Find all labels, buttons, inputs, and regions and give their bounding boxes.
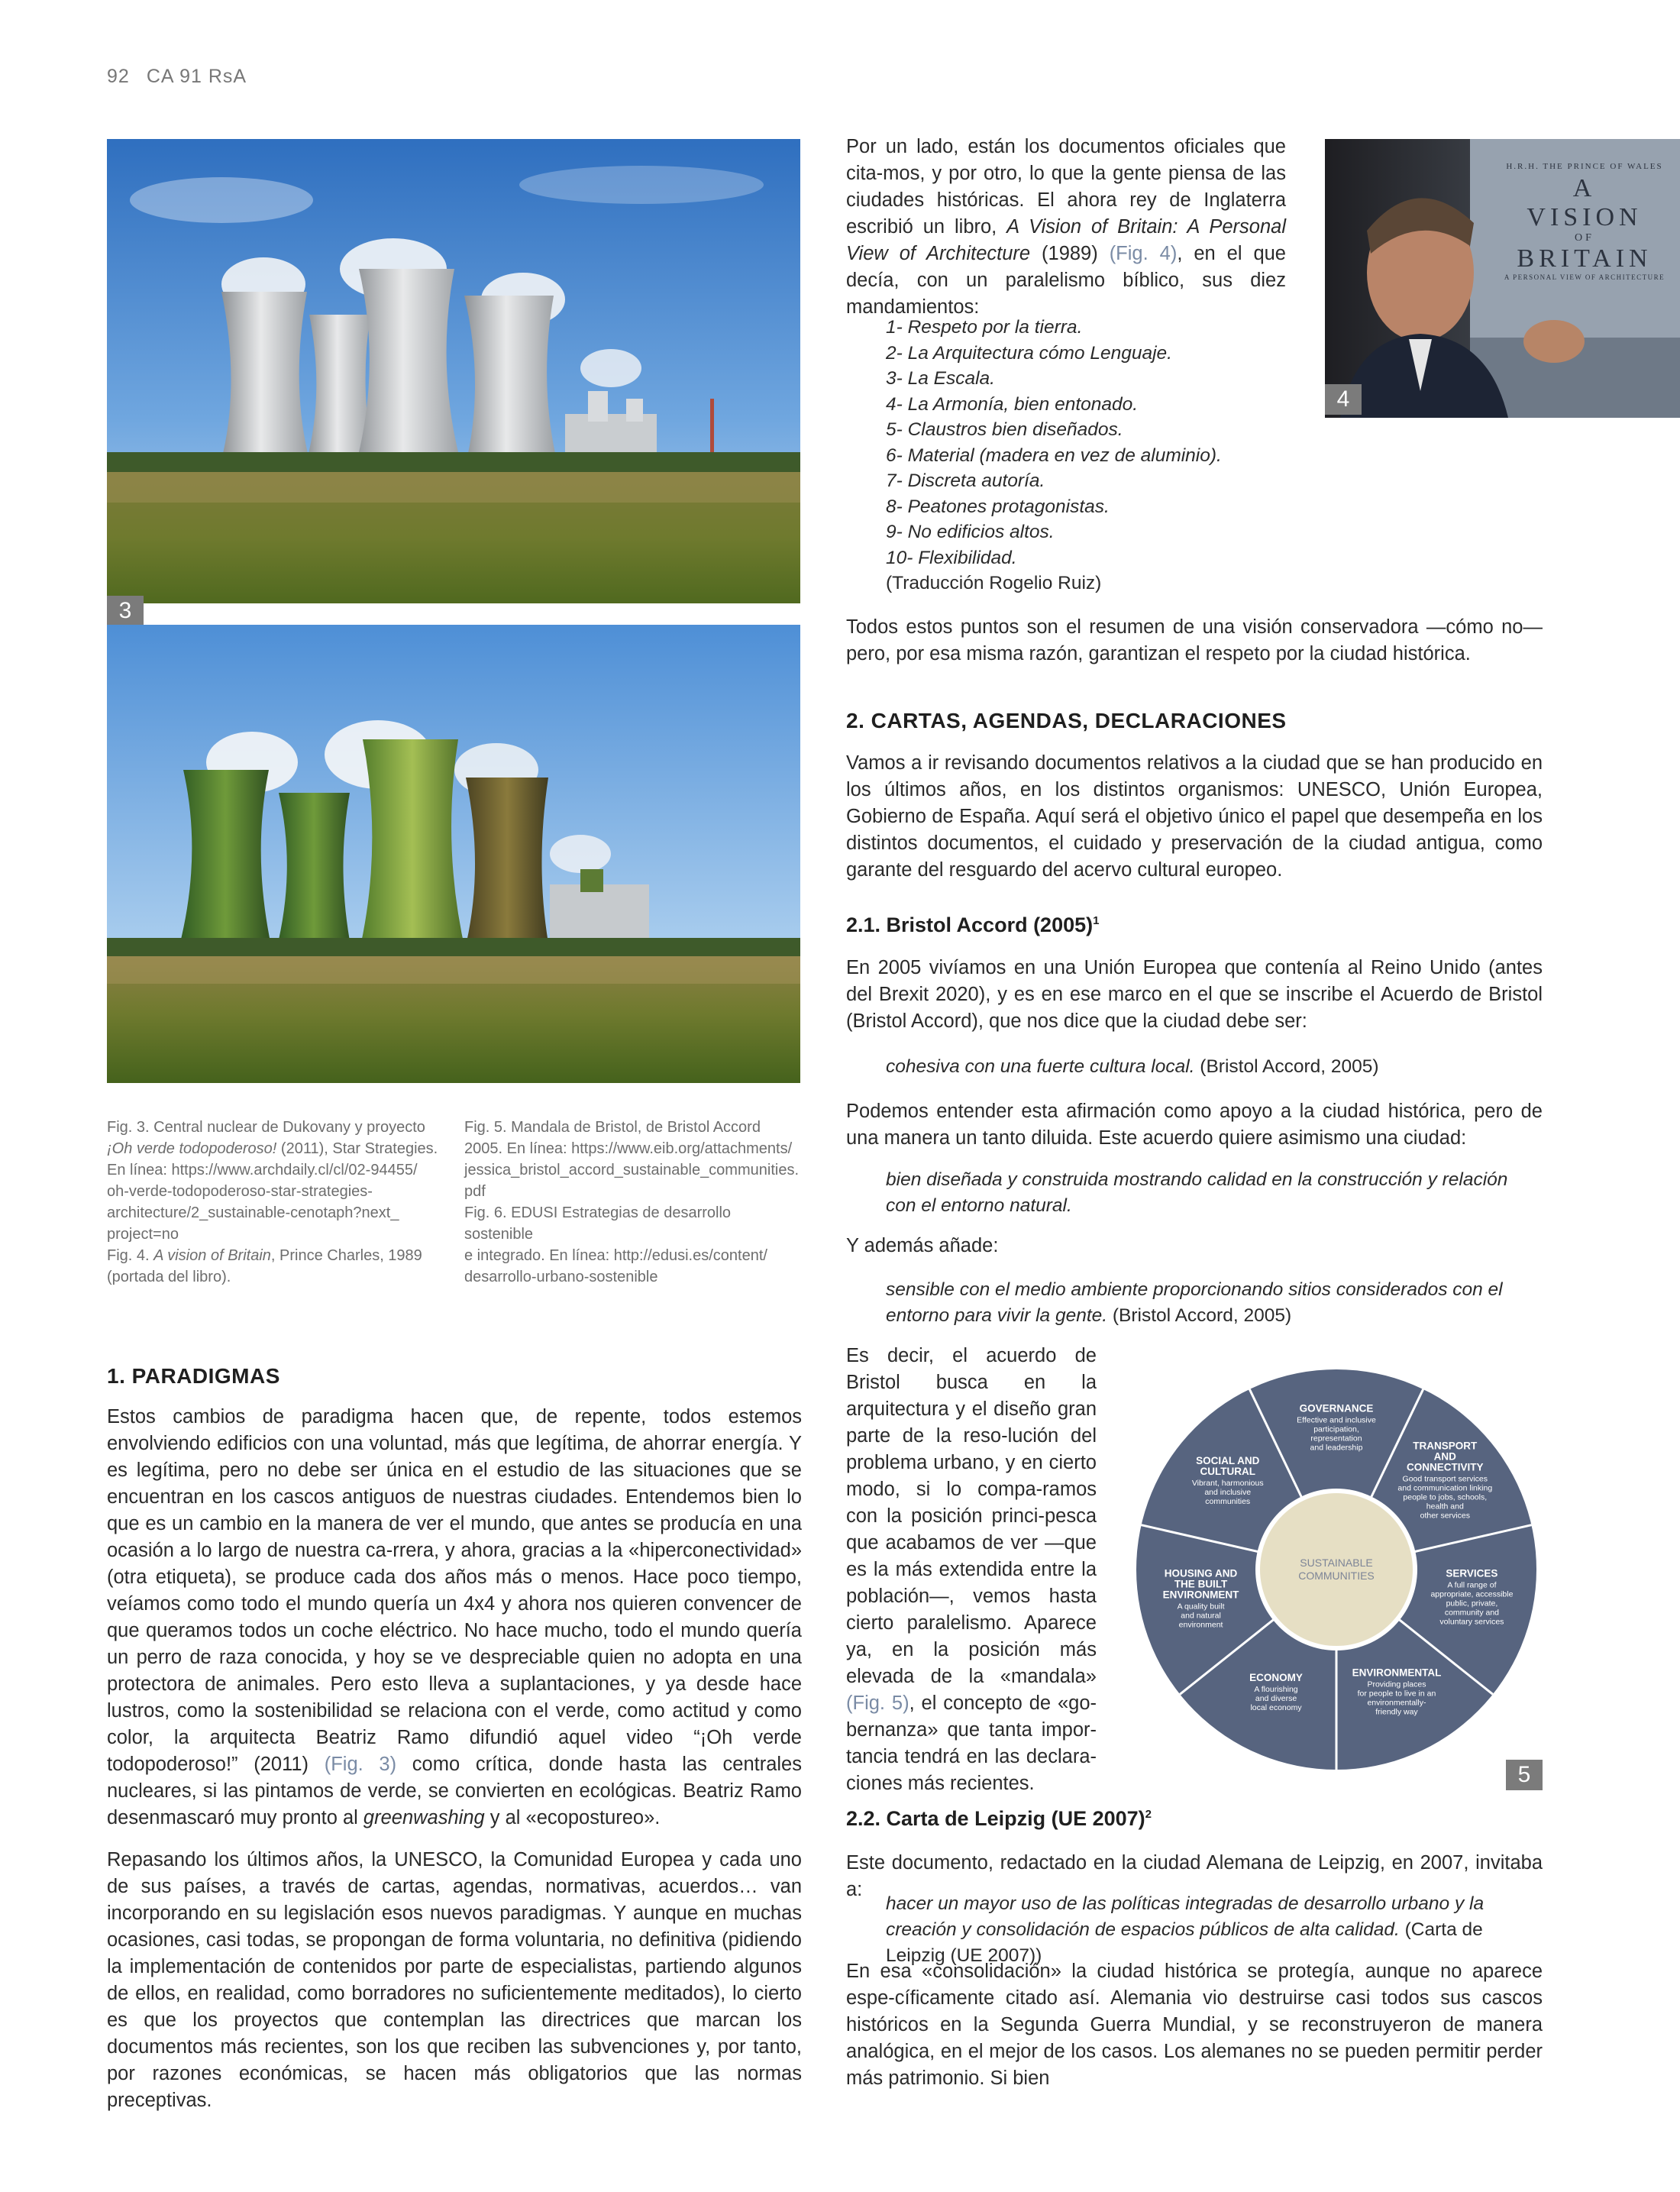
mandala-segment-desc: appropriate, accessible [1430,1589,1514,1599]
section1-body [107,1404,802,2129]
mandala-segment-desc: Vibrant, harmonious [1191,1479,1264,1489]
journal-name: CA 91 RsA [146,66,247,87]
mandala-segment-desc: representation [1310,1434,1362,1444]
quote-1-source: (Bristol Accord, 2005) [1194,1056,1379,1077]
running-head [107,66,263,88]
mandala-segment-title: HOUSING AND [1164,1567,1238,1579]
subsection-2-2-title: 2.2. Carta de Leipzig (UE 2007) [846,1807,1145,1830]
subsection-2-1-p3 [846,1233,1543,1275]
section1-paragraph-2: Repasando los últimos años, la UNESCO, la Comunidad Europea y cada uno de sus países, a través de cartas, agendas, normativas, acuerdos… van incorporando en su legislación esos nuevos paradigmas. Y aunque en muchas ocasiones, casi todas, se propongan de forma voluntaria, no definitiva (pidiendo la implementación de contenidos por parte de especialistas, partiendo algunos de ellos, en realidad, como borradores no suficientemente meditados), lo cierto es que los proyectos que contemplan las directrices que marcan los documentos más recientes, son los que reciben las subvenciones y, por tanto, por razones económicas, se hacen más obligatorios que las normas preceptivas. [107,1849,802,2111]
mandala-segment-title: SERVICES [1446,1567,1498,1579]
mandala-segment-desc: environment [1178,1620,1223,1630]
translation-credit: (Traducción Rogelio Ruiz) [886,573,1102,593]
mandala-segment-desc: Effective and inclusive [1297,1415,1376,1425]
intro-part-a: Por un lado, están los documentos oficiales que cita-mos, y por otro, lo que la gente piensa de las ciudades históricas. El ahora rey de Inglaterra escribió un libro, [846,136,1286,238]
fig3-reference: (Fig. 3) [324,1754,397,1775]
mandala-segment-desc: communities [1205,1497,1251,1507]
quote-4-source: (Carta de Leipzig (UE 2007)) [886,1919,1483,1966]
caption-fig4-line2: (portada del libro). [107,1269,231,1285]
subsection-2-1-p4 [846,1343,1097,1812]
section2-intro [846,750,1543,899]
caption-fig6-line2: e integrado. En línea: http://edusi.es/content/ [464,1247,767,1264]
commandment-item: 9- No edificios altos. [886,522,1055,542]
book-title-a: A [1572,174,1597,202]
fig5-label: 5 [1506,1760,1543,1790]
subsection-2-1-p1-text: En 2005 vivíamos en una Unión Europea que contenía al Reino Unido (antes del Brexit 2020), y es en ese marco en el que se inscribe el Acuerdo de Bristol (Bristol Accord), que nos dice que la ciudad debe ser: [846,957,1543,1032]
mandala-segment-desc: and inclusive [1204,1488,1252,1498]
quote-4-text: hacer un mayor uso de las políticas integradas de desarrollo urbano y la creación y consolidación de espacios públicos de alta calidad. [886,1893,1485,1940]
mandala-segment-desc: community and [1444,1608,1500,1618]
intro-part-c: , en el que decía, con un paralelismo bíblico, sus diez mandamientos: [846,243,1286,318]
section1-heading: 1. PARADIGMAS [107,1364,280,1388]
intro-part-b: (1989) [1030,243,1110,264]
subsection-2-1-title: 2.1. Bristol Accord (2005) [846,913,1094,936]
subsection-2-1-p4-part-b: , el concepto de «go-bernanza» que tanta impor-tancia tendrá en las declara-ciones más recientes. [846,1692,1097,1794]
mandala-segment-desc: A flourishing [1254,1684,1298,1694]
fig4-reference: (Fig. 4) [1109,243,1178,264]
mandala-segment-title: TRANSPORT [1413,1440,1478,1452]
footnote-marker-1: 1 [1093,914,1100,927]
mandala-segment-desc: and natural [1181,1611,1221,1621]
section1-p1-part-a: Estos cambios de paradigma hacen que, de repente, todos estemos envolviendo edificios con una voluntad, más que legítima, de ahorrar energía. Y es legítima, pero no debe ser única en el estudio de las situaciones que se encuentran en los cascos antiguos de nuestras ciudades. Entendemos bien lo que es un cambio en la manera de ver el mundo, que antes se producía en una ocasión a lo largo de nuestra ca-rrera, y ahora, gracias a la «hiperconectividad» (otra etiqueta), se produce cada dos años más o menos. Hace poco tiempo, veíamos como todo el mundo quería un 4x4 y ahora nos quieren convencer de que queramos todos un coche eléctrico. No hace mucho, todo el mundo quería un perro de raza conocida, y hoy se ve despreciable quien no adopta en una protectora de animales. Pero esto lleva a suplantaciones, y ya desde hace lustros, como la sostenibilidad se relaciona con el verde, como actitud y como color, la arquitecta Beatriz Ramo difundió aquel video “¡Oh verde todopoderoso!” (2011) [107,1406,802,1775]
mandala-segment-desc: and diverse [1255,1693,1297,1703]
book-title-britain: BRITAIN [1517,244,1653,273]
mandala-segment-desc: and leadership [1310,1443,1363,1453]
commandment-item: 8- Peatones protagonistas. [886,496,1110,517]
subsection-2-1-heading [846,913,1099,937]
caption-fig4-rest: , Prince Charles, 1989 [270,1247,422,1264]
subsection-2-1-p2-text: Podemos entender esta afirmación como apoyo a la ciudad histórica, pero de una manera un tanto diluida. Este acuerdo quiere asimismo una ciudad: [846,1101,1543,1149]
commandment-item: 1- Respeto por la tierra. [886,317,1083,338]
caption-fig6-line3: desarrollo-urbano-sostenible [464,1269,658,1285]
mandala-segment-title: CONNECTIVITY [1407,1461,1484,1473]
mandala-segment-desc: for people to live in an [1357,1689,1436,1699]
section2-intro-text: Vamos a ir revisando documentos relativos a la ciudad que se han producido en los últimos años, en los distintos organismos: UNESCO, Unión Europea, Gobierno de España. Aquí será el objetivo único el papel que desempeña en los distintos documentos, el cuidado y preservación de la ciudad antigua, como garante del resguardo del acervo cultural europeo. [846,752,1543,881]
subsection-2-2-p2-text: En esa «consolidación» la ciudad histórica se protegía, aunque no aparece espe-cíficamente citado así. Alemania vio destruirse casi todos sus cascos históricos en la Segunda Guerra Mundial, y se reconstruyeron de manera analógica, en el mejor de los casos. Los alemanes no se pueden permitir perder más patrimonio. Si bien [846,1961,1543,2089]
quote-2-text: bien diseñada y construida mostrando calidad en la construcción y relación con el entorno natural. [886,1169,1508,1216]
mandala-segment-desc: voluntary services [1439,1617,1504,1627]
book-subtitle: A PERSONAL VIEW OF ARCHITECTURE [1504,273,1665,281]
greenwashing-term: greenwashing [363,1807,485,1828]
caption-left [107,1117,443,1288]
book-title-vision: VISION [1527,203,1643,231]
mandala-segment-desc: Good transport services [1402,1474,1488,1484]
mandala-segment-desc: A full range of [1447,1580,1497,1590]
subsection-2-2-p2 [846,1958,1543,2107]
commandment-item: 3- La Escala. [886,368,995,389]
mandala-segment-desc: local economy [1250,1702,1302,1712]
nuclear-plant-illustration [107,139,800,603]
mandala-segment-title: ENVIRONMENTAL [1352,1667,1442,1679]
caption-fig3-line5: architecture/2_sustainable-cenotaph?next_ [107,1204,399,1221]
mandala-segment-desc: friendly way [1375,1707,1418,1717]
caption-fig4-title: A vision of Britain [153,1247,271,1264]
caption-fig3-line2: (2011), Star Strategies. [276,1140,438,1157]
mandala-center-label: SUSTAINABLE [1300,1557,1373,1569]
subsection-2-1-p2 [846,1098,1543,1167]
commandment-item: 5- Claustros bien diseñados. [886,419,1123,440]
commandment-item: 7- Discreta autoría. [886,470,1045,491]
book-top-line: H.R.H. THE PRINCE OF WALES [1506,162,1663,171]
mandala-segment-desc: other services [1420,1511,1470,1521]
mandala-segment-desc: public, private, [1446,1599,1498,1608]
section1-p1-part-b: como crítica, donde hasta las centrales nucleares, si las pintamos de verde, se convierten en ecológicas. Beatriz Ramo desenmascaró muy pronto al [107,1754,802,1828]
mandala-segment-desc: participation, [1313,1424,1359,1434]
mandala-segment-title: ECONOMY [1249,1671,1303,1683]
mandala-segment-title: THE BUILT [1174,1578,1228,1590]
book-title: A Vision of Britain: A Personal View of Architecture [846,216,1286,264]
intro-paragraph [846,134,1286,336]
caption-fig3-line6: project=no [107,1226,179,1243]
mandala-segment-desc: and communication linking [1397,1483,1493,1493]
caption-fig5-line1: Fig. 5. Mandala de Bristol, de Bristol Accord [464,1119,761,1136]
caption-fig6-line1: Fig. 6. EDUSI Estrategias de desarrollo sostenible [464,1204,732,1243]
subsection-2-1-p4-part-a: Es decir, el acuerdo de Bristol busca en la arquitectura y el diseño gran parte de la reso-lución del problema urbano, y en cierto modo, si lo compa-ramos con la posición princi-pesca que acabamos de ver —que es la más extendida entre la población—, vemos hasta cierto paralelismo. Aparece ya, en la posición más elevada de la «mandala» [846,1345,1097,1687]
subsection-2-1-p3-text: Y además añade: [846,1235,999,1256]
section2-heading: 2. CARTAS, AGENDAS, DECLARACIONES [846,709,1287,732]
caption-fig5-line3: jessica_bristol_accord_sustainable_communities. [464,1162,799,1178]
quote-bristol-3 [886,1277,1543,1329]
mandala-diagram [1130,1356,1543,1783]
quote-bristol-1 [886,1054,1543,1080]
commandment-item: 2- La Arquitectura cómo Lenguaje. [886,342,1172,364]
caption-fig5-line2: 2005. En línea: https://www.eib.org/attachments/ [464,1140,793,1157]
section1-paragraph-1 [107,1404,802,1832]
mandala-segment-desc: people to jobs, schools, [1403,1492,1488,1502]
caption-fig3-line1: Fig. 3. Central nuclear de Dukovany y proyecto [107,1119,425,1136]
mandala-segment-title: ENVIRONMENT [1162,1589,1239,1601]
subsection-2-2-p1-text: Este documento, redactado en la ciudad Alemana de Leipzig, en 2007, invitaba a: [846,1852,1543,1900]
summary-paragraph [846,614,1543,683]
mandala-center-label: COMMUNITIES [1298,1570,1375,1582]
quote-leipzig [886,1891,1543,1969]
caption-fig3-line3: En línea: https://www.archdaily.cl/cl/02-94455/ [107,1162,418,1178]
quote-3-text: sensible con el medio ambiente proporcionando sitios considerados con el entorno para vivir la gente. [886,1279,1503,1326]
summary-text: Todos estos puntos son el resumen de una visión conservadora —cómo no— pero, por esa misma razón, garantizan el respeto por la ciudad histórica. [846,616,1543,664]
mandala-segment-desc: Providing places [1367,1680,1426,1689]
mandala-segment-desc: environmentally- [1367,1698,1426,1708]
mandala-segment-desc: health and [1426,1502,1464,1511]
book-title-of: OF [1575,232,1594,244]
fig3-photo-nuclear-plant [107,139,800,603]
caption-fig3-title: ¡Oh verde todopoderoso! [107,1140,277,1157]
commandment-item: 6- Material (madera en vez de aluminio). [886,445,1222,466]
mandala-segment-title: SOCIAL AND [1196,1455,1260,1467]
section1-p1-part-c: y al «ecopostureo». [484,1807,661,1828]
mandala-segment-title: GOVERNANCE [1299,1402,1374,1414]
quote-bristol-2 [886,1167,1543,1219]
subsection-2-1-p1 [846,955,1543,1050]
caption-fig4-prefix: Fig. 4. [107,1247,154,1264]
quote-1-text: cohesiva con una fuerte cultura local. [886,1056,1195,1077]
mandala-segment-title: AND [1433,1450,1456,1463]
footnote-marker-2: 2 [1145,1808,1152,1821]
subsection-2-2-heading [846,1807,1152,1831]
mandala-segment-desc: A quality built [1177,1602,1225,1612]
green-towers-illustration [107,625,800,1083]
caption-fig3-line4: oh-verde-todopoderoso-star-strategies- [107,1183,373,1200]
commandment-item: 10- Flexibilidad. [886,547,1017,568]
page-number: 92 [107,66,130,87]
caption-right [464,1117,800,1288]
quote-3-source: (Bristol Accord, 2005) [1107,1305,1292,1326]
fig5-reference: (Fig. 5) [846,1692,909,1714]
fig4-label: 4 [1325,384,1362,415]
mandala-segment-title: CULTURAL [1200,1466,1255,1478]
fig4-photo-vision-of-britain [1325,139,1680,418]
fig3-photo-green-towers [107,625,800,1083]
fig4-book-cover-text [1493,162,1676,281]
commandments-list [886,315,1298,596]
commandment-item: 4- La Armonía, bien entonado. [886,393,1139,415]
fig3-label: 3 [107,596,144,626]
fig5-bristol-mandala [1130,1356,1543,1783]
caption-fig5-line4: pdf [464,1183,486,1200]
